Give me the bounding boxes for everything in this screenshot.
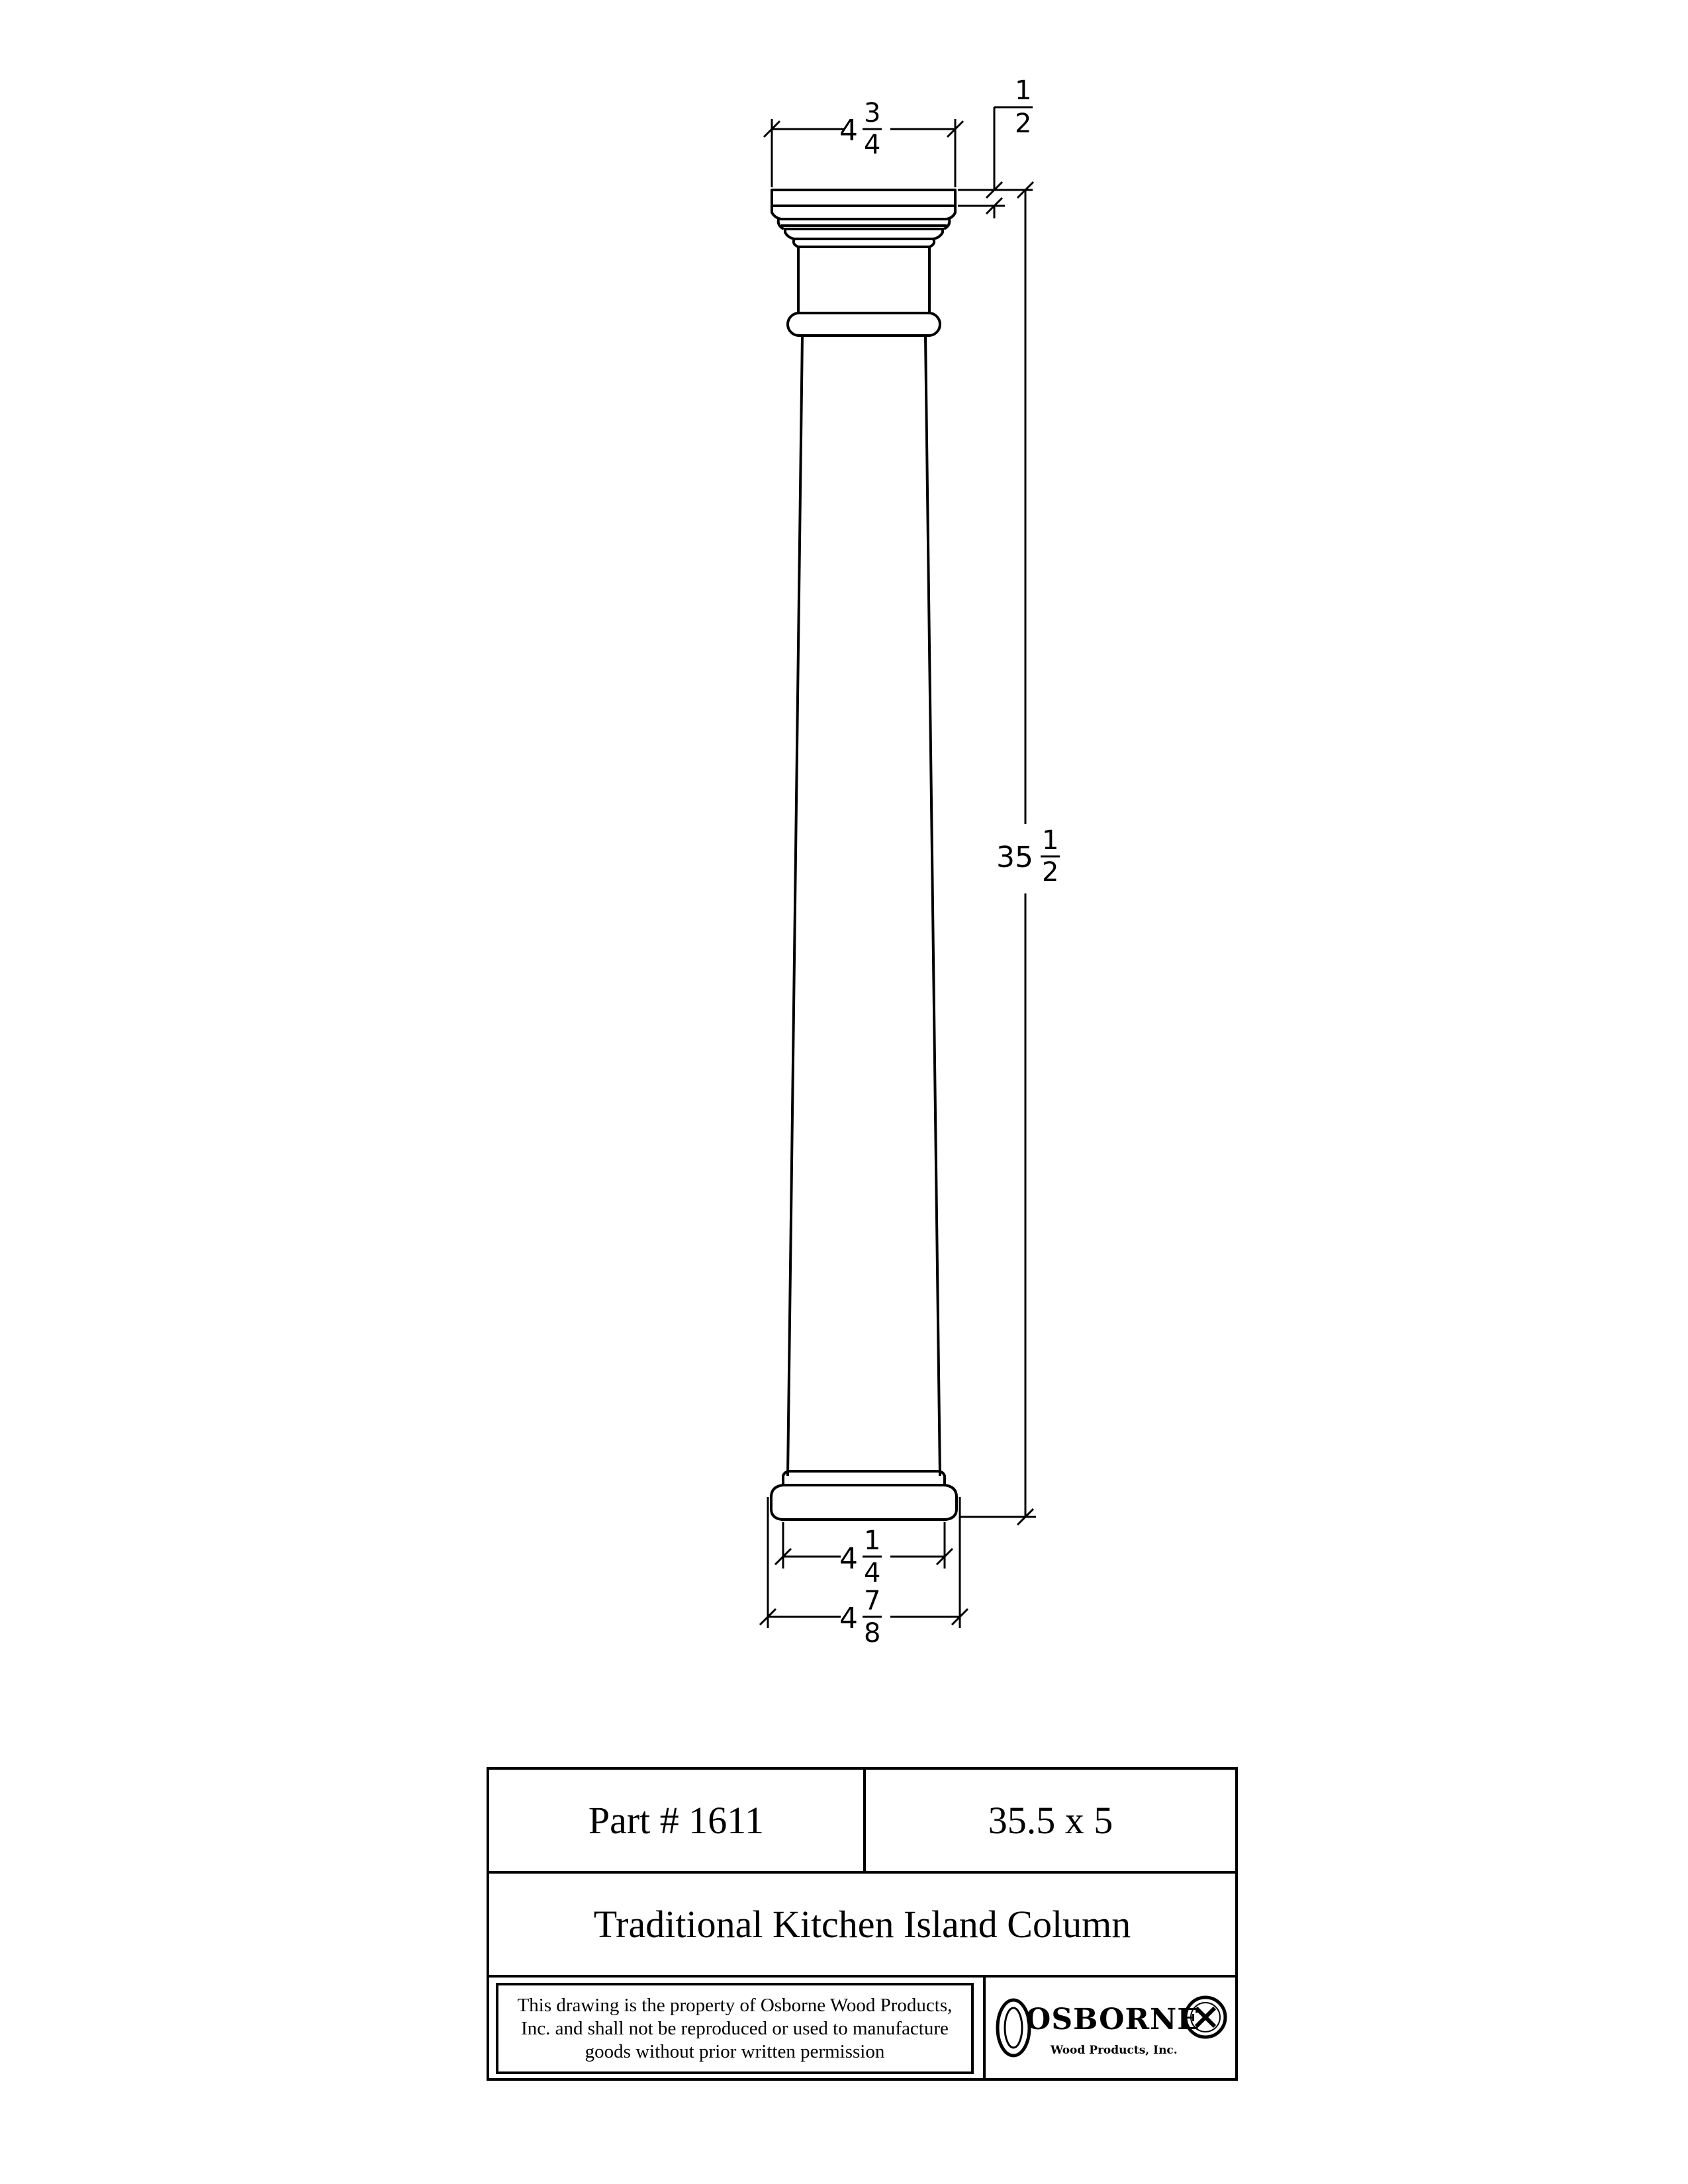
svg-text:4: 4 bbox=[839, 114, 858, 148]
svg-text:8: 8 bbox=[864, 1618, 881, 1649]
svg-text:2: 2 bbox=[1015, 109, 1032, 139]
column-capital bbox=[772, 190, 955, 247]
svg-text:4: 4 bbox=[839, 1542, 858, 1576]
svg-text:1: 1 bbox=[1015, 75, 1032, 106]
part-description: Traditional Kitchen Island Column bbox=[593, 1903, 1131, 1946]
svg-text:1: 1 bbox=[1042, 825, 1059, 856]
column-base bbox=[771, 1471, 957, 1520]
title-block bbox=[487, 1767, 1238, 2081]
cap-height-label bbox=[1012, 75, 1033, 139]
column-neck bbox=[788, 247, 940, 336]
svg-text:7: 7 bbox=[864, 1586, 881, 1616]
top-width-label bbox=[839, 98, 882, 160]
overall-height-label bbox=[996, 825, 1060, 887]
logo-tagline: Wood Products, Inc. bbox=[1051, 2044, 1178, 2057]
logo-wordmark: OSBORNE bbox=[1025, 2003, 1200, 2036]
title-block-divider-row2 bbox=[489, 1975, 1235, 1978]
part-size: 35.5 x 5 bbox=[988, 1799, 1113, 1842]
svg-text:4: 4 bbox=[839, 1602, 858, 1635]
svg-text:4: 4 bbox=[864, 130, 881, 160]
notice-box bbox=[496, 1983, 974, 2074]
svg-text:1: 1 bbox=[864, 1525, 881, 1556]
svg-text:3: 3 bbox=[864, 98, 881, 128]
svg-text:35: 35 bbox=[996, 841, 1033, 874]
logo-divider bbox=[983, 1978, 986, 2078]
part-number: Part # 1611 bbox=[588, 1799, 765, 1842]
svg-text:4: 4 bbox=[864, 1558, 881, 1588]
base-inner-width-label bbox=[839, 1525, 882, 1588]
column-shaft bbox=[788, 336, 940, 1476]
svg-text:2: 2 bbox=[1042, 857, 1059, 887]
osborne-logo bbox=[987, 1979, 1235, 2078]
copyright-notice: This drawing is the property of Osborne Wood Products, Inc. and shall not be reproduced or used to manufacture goods without prior written permission bbox=[517, 1994, 953, 2062]
base-outer-width-label bbox=[839, 1586, 882, 1649]
